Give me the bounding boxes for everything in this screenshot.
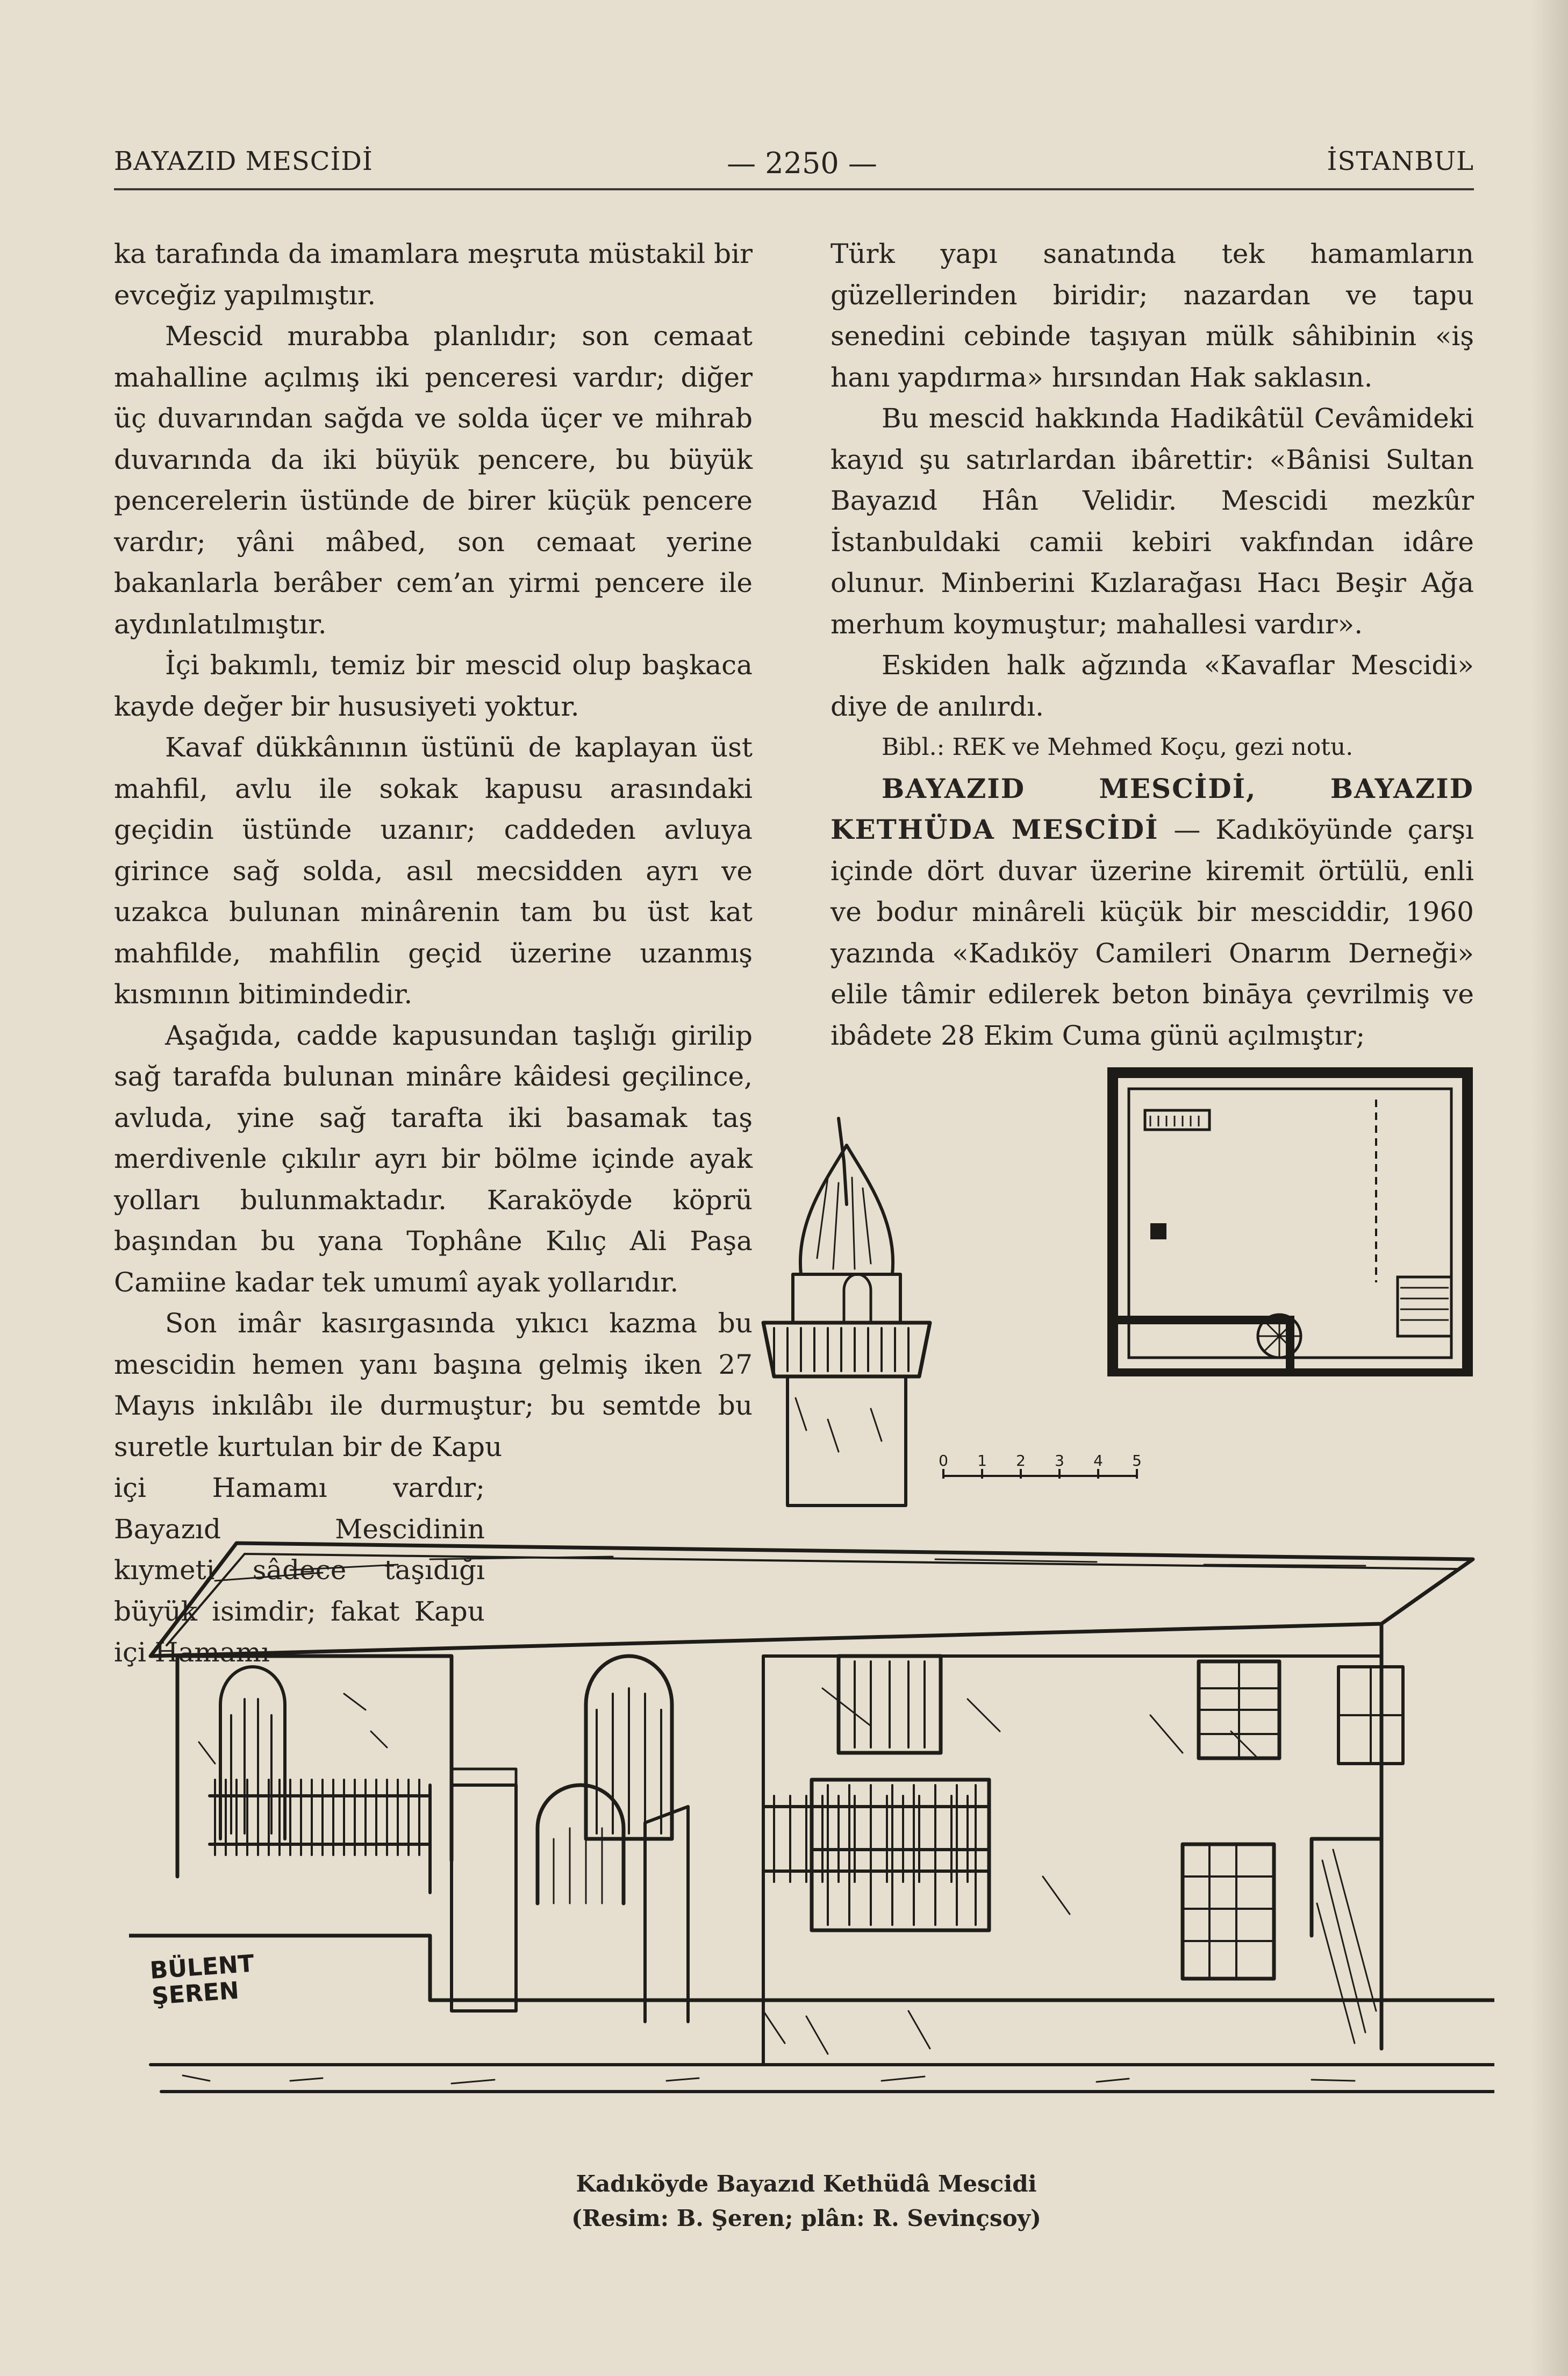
lower-openings xyxy=(812,1780,1381,2049)
scale-label: 1 xyxy=(977,1452,987,1469)
paragraph: Türk yapı sanatında tek hamamların güzellerinden biridir; nazardan ve tapu senedini cebinde taşıyan mülk sâhibinin «iş hanı yapdırma» hırsından Hak saklasın. xyxy=(830,238,1474,393)
page-header xyxy=(114,146,1474,189)
bibliography: Bibl.: REK ve Mehmed Koçu, gezi notu. xyxy=(882,733,1354,761)
fence xyxy=(210,1780,989,1893)
paragraph: Son imâr kasırgasında yıkıcı kazma bu mescidin hemen yanı başına gelmiş iken 27 Mayıs inkılâbı ile durmuştur; bu semtde bu suretle kurtulan bir de Kapu xyxy=(114,1308,753,1462)
paragraph: Kavaf dükkânının üstünü de kaplayan üst mahfil, avlu ile sokak kapusu arasındaki geçidin üstünde uzanır; caddeden avluya girince sağ solda, asıl mecsidden ayrı ve uzakca bulunan minârenin tam bu üst kat mahfilde, mahfilin geçid üzerine uzanmış kısmının bitimindedir. xyxy=(114,732,753,1010)
scale-label: 4 xyxy=(1093,1452,1103,1469)
paragraph: içi Hamamı vardır; Bayazıd Mescidinin kıymeti sâdece taşıdığı büyük isimdir; fakat Kapu içi Hamamı xyxy=(114,1472,485,1668)
upper-windows xyxy=(839,1656,1403,1764)
scale-label: 3 xyxy=(1055,1452,1064,1469)
running-head-right: İSTANBUL xyxy=(1327,146,1474,176)
page-number: — 2250 — xyxy=(727,146,877,180)
svg-text:BÜLENT: BÜLENT xyxy=(149,1950,255,1985)
caption-credit: (Resim: B. Şeren; plân: R. Sevinçsoy) xyxy=(571,2205,1041,2231)
paragraph: Aşağıda, cadde kapusundan taşlığı girilip sağ tarafda bulunan minâre kâidesi geçilince, avluda, yine sağ tarafta iki basamak taş merdivenle çıkılır ayrı bir bölme içinde ayak yolları bulunmaktadır. Karaköyde köprü başından bu yana Tophâne Kılıç Ali Paşa Camiine kadar tek umumî ayak yollarıdır. xyxy=(114,1019,753,1298)
paragraph: İçi bakımlı, temiz bir mescid olup başkaca kayde değer bir hususiyeti yoktur. xyxy=(114,650,753,722)
paragraph: Mescid murabba planlıdır; son cemaat mahalline açılmış iki penceresi vardır; diğer üç duvarından sağda ve solda üçer ve mihrab duvarında da iki büyük pencere, bu büyük pencerelerin üstünde de birer küçük pencere vardır; yâni mâbed, son cemaat yerine bakanlarla berâber cem’an yirmi pencere ile aydınlatılmıştır. xyxy=(114,320,753,640)
paragraph: ka tarafında da imamlara meşruta müstakil bir evceğiz yapılmıştır. xyxy=(114,238,753,311)
svg-text:ŞEREN: ŞEREN xyxy=(151,1977,240,2010)
scale-label: 0 xyxy=(939,1452,948,1469)
header-rule xyxy=(114,188,1474,190)
paragraph: Bu mescid hakkında Hadikâtül Cevâmideki kayıd şu satırlardan ibârettir: «Bânisi Sultan Bayazıd Hân Velidir. Mescidi mezkûr İstanbuldaki camii kebiri vakfından idâre olunur. Minberini Kızlarağası Hacı Beşir Ağa merhum koymuştur; mahallesi vardır». xyxy=(830,403,1474,640)
scale-label: 5 xyxy=(1132,1452,1142,1469)
running-head-left: BAYAZID MESCİDİ xyxy=(114,146,373,176)
scale-label: 2 xyxy=(1016,1452,1026,1469)
entry-title: BAYAZID MESCİDİ, BAYAZID KETHÜDA MESCİDİ xyxy=(830,772,1474,845)
artist-signature xyxy=(149,1949,257,2010)
paragraph: Eskiden halk ağzında «Kavaflar Mescidi» diye de anılırdı. xyxy=(830,650,1474,722)
figure-caption xyxy=(484,2167,1129,2236)
roof xyxy=(151,1543,1473,1656)
minaret xyxy=(763,1118,930,1505)
caption-title: Kadıköyde Bayazıd Kethüdâ Mescidi xyxy=(576,2171,1037,2197)
mosque-drawing xyxy=(129,1097,1494,2137)
arched-window xyxy=(220,1656,672,1839)
entry-paragraph xyxy=(830,768,1474,1057)
entry-text: — Kadıköyünde çarşı içinde dört duvar üzerine kiremit örtülü, enli ve bodur minâreli küçük bir mesciddir, 1960 yazında «Kadıköy Camileri Onarım Derneği» elile tâmir edilerek beton bināya çevrilmiş ve ibâdete 28 Ekim Cuma günü açılmıştır; xyxy=(830,814,1474,1051)
gate xyxy=(452,1769,688,2022)
ground xyxy=(129,1936,1494,2092)
right-column xyxy=(830,233,1474,1056)
page-edge-shadow xyxy=(1530,0,1568,2376)
